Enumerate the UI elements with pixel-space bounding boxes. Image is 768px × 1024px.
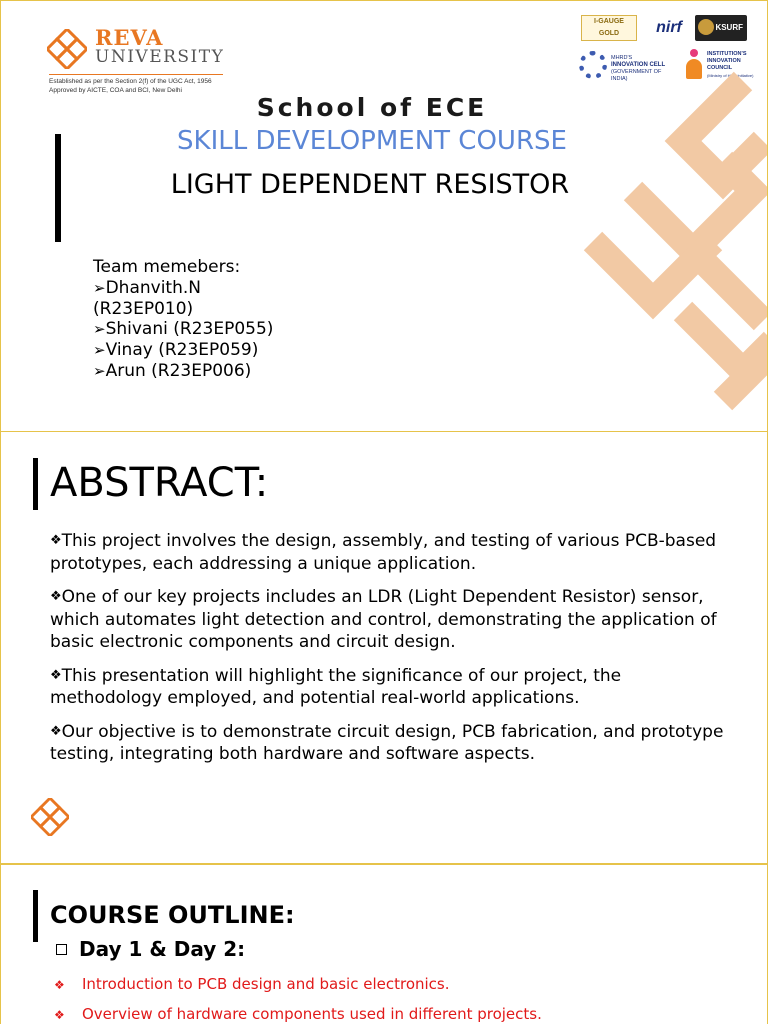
diamond-bullet-icon: ❖ — [54, 1008, 65, 1022]
logo-wordmark: REVA — [95, 25, 164, 50]
igauge-badge: I-GAUGE GOLD — [581, 15, 637, 41]
list-item: ❖Our objective is to demonstrate circuit design, PCB fabrication, and prototype testing, integrating both hardware and software aspects. — [50, 721, 724, 764]
diamond-bullet-icon: ❖ — [50, 589, 62, 604]
list-item-continuation: (R23EP010) — [93, 298, 194, 319]
title-accent-bar — [33, 458, 38, 510]
diamond-bullet-icon: ❖ — [54, 978, 65, 992]
title-accent-bar — [33, 890, 38, 942]
project-title: LIGHT DEPENDENT RESISTOR — [170, 169, 570, 200]
list-item: ➢Vinay (R23EP059) — [93, 340, 259, 361]
abstract-slide — [0, 432, 768, 864]
list-item: ❖One of our key projects includes an LDR (Light Dependent Resistor) sensor, which automates light detection and control, demonstrating the application of basic electronic components and circuit design. — [50, 587, 717, 652]
slide-title: COURSE OUTLINE: — [50, 901, 295, 929]
innovation-council-logo: INSTITUTION'S INNOVATION COUNCIL (Ministry of HRD Initiative) — [683, 49, 755, 83]
nirf-logo: nirf — [656, 19, 682, 36]
list-item: ➢Shivani (R23EP055) — [93, 319, 274, 340]
reva-university-logo — [47, 25, 227, 100]
list-item: ❖ Introduction to PCB design and basic electronics. — [54, 975, 450, 993]
accreditation-text: Established as per the Section 2(f) of the UGC Act, 1956 Approved by AICTE, COA and BCI, New Delhi — [49, 78, 212, 94]
seal-icon — [698, 19, 714, 35]
team-heading: Team memebers: — [93, 257, 241, 277]
endless-knot-icon — [31, 798, 69, 836]
arrow-bullet-icon: ➢ — [93, 320, 106, 339]
logo-divider — [49, 74, 223, 75]
course-name: SKILL DEVELOPMENT COURSE — [177, 126, 567, 156]
list-item: ❖ Overview of hardware components used in different projects. — [54, 1005, 542, 1023]
list-item: ❖This presentation will highlight the significance of our project, the methodology employed, and potential real-world applications. — [50, 665, 622, 708]
innovation-cell-logo: MHRD'S INNOVATION CELL (GOVERNMENT OF INDIA) — [577, 49, 669, 83]
school-name: School of ECE — [256, 93, 488, 122]
diamond-bullet-icon: ❖ — [50, 667, 62, 683]
abstract-bullets — [50, 530, 730, 777]
list-item: ➢Arun (R23EP006) — [93, 360, 252, 381]
diamond-bullet-icon: ❖ — [50, 533, 62, 548]
endless-knot-icon — [47, 29, 87, 69]
list-item: ➢Dhanvith.N — [93, 277, 201, 298]
team-members — [93, 257, 273, 382]
logo-subtitle: UNIVERSITY — [95, 47, 225, 67]
diamond-bullet-icon: ❖ — [50, 723, 62, 739]
day-heading: Day 1 & Day 2: — [56, 937, 245, 961]
title-slide — [0, 0, 768, 432]
checkbox-bullet-icon — [56, 944, 67, 955]
course-outline-slide — [0, 864, 768, 1024]
list-item: ❖This project involves the design, assembly, and testing of various PCB-based prototypes, each addressing a unique application. — [50, 531, 717, 574]
arrow-bullet-icon: ➢ — [93, 278, 106, 297]
ksurf-badge: KSURF — [695, 15, 747, 41]
slide-title: ABSTRACT: — [50, 460, 269, 506]
arrow-bullet-icon: ➢ — [93, 361, 106, 380]
arrow-bullet-icon: ➢ — [93, 341, 106, 360]
